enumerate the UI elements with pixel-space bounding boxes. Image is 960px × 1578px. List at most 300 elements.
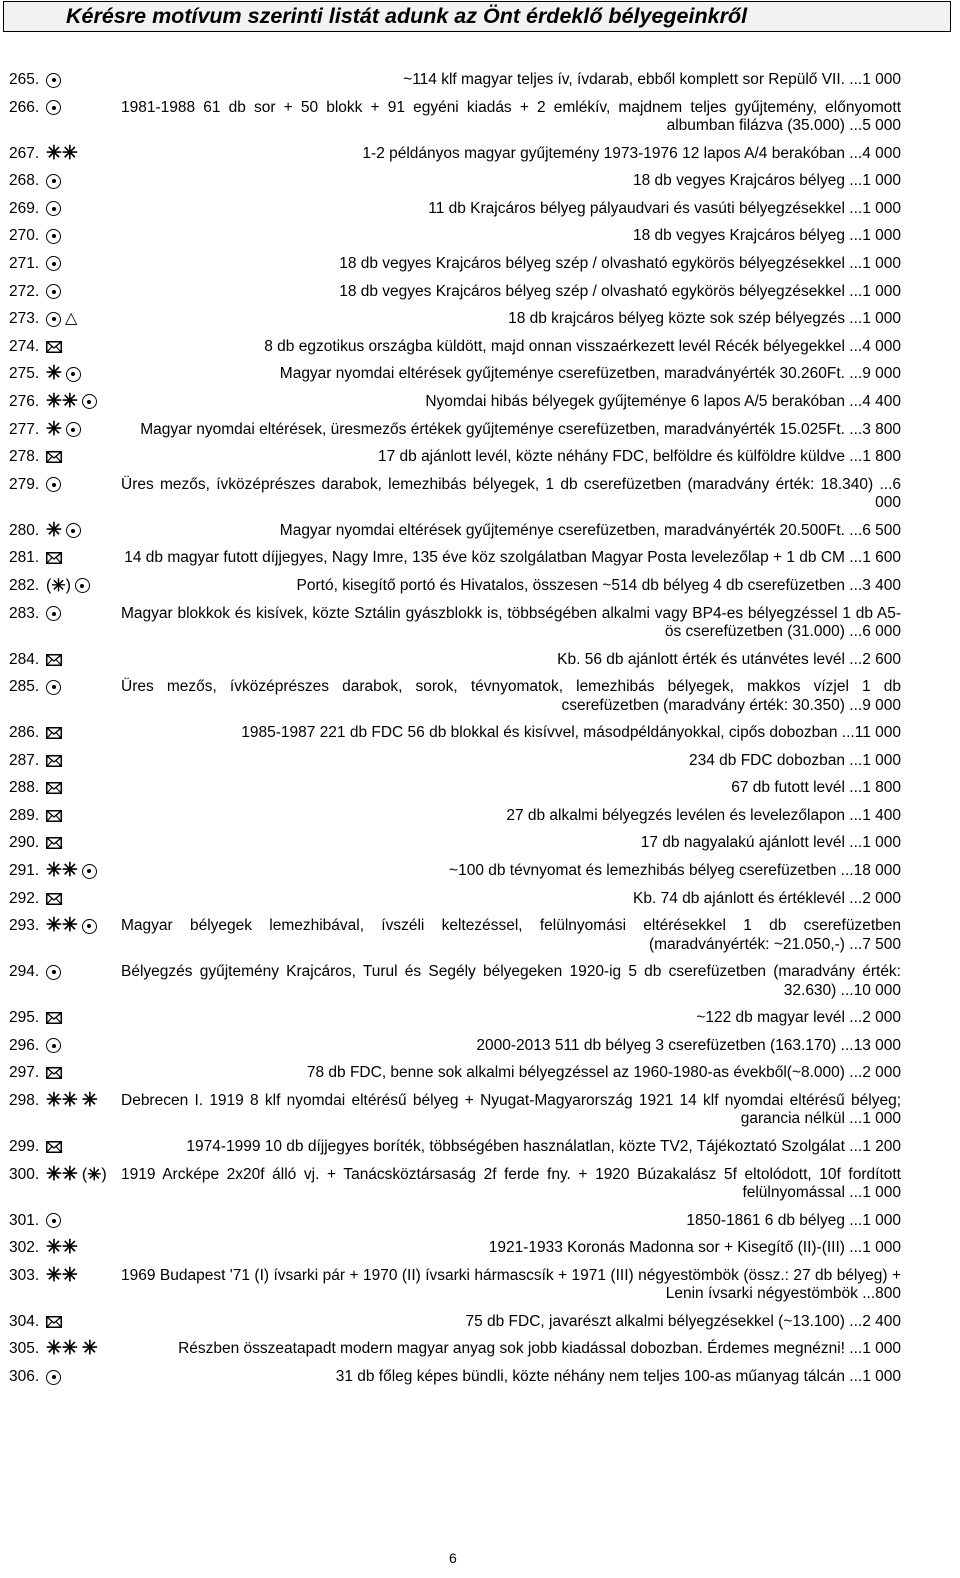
item-description: [121, 1138, 901, 1156]
item-icons: [46, 1338, 98, 1360]
item-text: Üres mezős, ívközéprészes darabok, lemezhibás bélyegek, 1 db cserefüzetben (maradvány érték: 18.340): [121, 475, 874, 493]
list-item: [0, 1264, 960, 1313]
postmark-icon: [75, 578, 90, 593]
item-icons: [46, 1264, 78, 1286]
postmark-icon: [46, 965, 61, 980]
list-item: [0, 807, 960, 835]
mint-icon: ✳✳: [46, 1090, 78, 1112]
item-number: 289.: [9, 806, 40, 824]
item-price: 800: [875, 1285, 901, 1303]
item-description: [121, 1340, 901, 1358]
leader-dots: ...: [849, 696, 863, 714]
item-icons: [46, 449, 62, 465]
item-description: [121, 834, 901, 852]
item-price: 1 000: [862, 227, 901, 245]
item-price: 1 800: [862, 448, 901, 466]
item-icons: [46, 725, 62, 741]
leader-dots: ...: [849, 71, 863, 88]
item-number: 295.: [9, 1009, 40, 1027]
item-number: 296.: [9, 1036, 40, 1054]
postmark-icon: [82, 394, 97, 409]
no-gum-icon: ( ✳ ): [46, 575, 71, 595]
item-icons: [46, 284, 61, 300]
item-text: Magyar nyomdai eltérések, üresmezős értékek gyűjteménye cserefüzetben, maradványérték 15.025Ft.: [140, 420, 845, 438]
leader-dots: ...: [849, 282, 863, 300]
item-text: 18 db krajcáros bélyeg közte sok szép bélyegzés: [508, 310, 845, 328]
item-icons: [46, 1065, 62, 1081]
item-text: 1850-1861 6 db bélyeg: [686, 1211, 845, 1229]
item-icons: [46, 1090, 98, 1112]
list-item: [0, 890, 960, 918]
list-item: [0, 1009, 960, 1037]
item-number: 305.: [9, 1340, 40, 1358]
leader-dots: ...: [849, 549, 863, 567]
item-description: [121, 448, 901, 466]
list-item: [0, 917, 960, 963]
item-text: 234 db FDC dobozban: [689, 751, 845, 769]
item-text: 1969 Budapest '71 (I) ívsarki pár + 1970 (II) ívsarki hármascsík + 1971 (III) négyestömbök (össz.: 27 db bélyeg) + Lenin ívsarki négyestömbök: [121, 1266, 901, 1303]
item-icons: [46, 915, 97, 937]
postmark-icon: [82, 864, 97, 879]
item-number: 275.: [9, 365, 40, 383]
item-icons: [46, 891, 62, 907]
item-price: 6 500: [862, 521, 901, 539]
item-icons: [46, 100, 61, 116]
postmark-icon: [46, 100, 61, 115]
leader-dots: ...: [849, 935, 863, 953]
item-price: 1 000: [862, 751, 901, 769]
item-price: 2 000: [862, 1009, 901, 1027]
list-item: [0, 862, 960, 890]
hinged-icon: ✳: [81, 1338, 98, 1360]
list-item: [0, 1064, 960, 1092]
item-text: Debrecen I. 1919 8 klf nyomdai eltérésű bélyeg + Nyugat-Magyarország 1921 14 klf nyomdai eltérésű bélyeg; garancia nélkül: [121, 1092, 901, 1128]
leader-dots: ...: [849, 1009, 863, 1027]
list-item: [0, 365, 960, 393]
leader-dots: ...: [849, 650, 863, 668]
item-icons: [46, 390, 97, 412]
item-price: 4 000: [862, 144, 901, 162]
item-icons: [46, 808, 62, 824]
item-price: 4 400: [862, 392, 901, 410]
postmark-icon: [46, 477, 61, 492]
item-description: [121, 421, 901, 439]
item-description: [121, 1009, 901, 1027]
item-price: 1 400: [862, 806, 901, 824]
item-number: 266.: [9, 98, 40, 116]
item-number: 265.: [9, 71, 40, 88]
item-price: 1 200: [862, 1138, 901, 1156]
item-price: 9 000: [862, 696, 901, 714]
list-item: [0, 448, 960, 476]
item-price: 3 800: [862, 420, 901, 438]
leader-dots: ...: [849, 1184, 863, 1202]
leader-dots: ...: [849, 806, 863, 824]
item-icons: [46, 964, 61, 980]
item-number: 274.: [9, 337, 40, 355]
list-item: [0, 172, 960, 200]
item-icons: [46, 652, 62, 668]
item-text: 17 db nagyalakú ajánlott levél: [640, 834, 845, 852]
page-number: 6: [449, 1550, 457, 1566]
item-icons: [46, 1314, 62, 1330]
item-number: 287.: [9, 751, 40, 769]
item-text: Üres mezős, ívközéprészes darabok, sorok, tévnyomatok, lemezhibás bélyegek, makkos vízjel 1 db cserefüzetben (maradvány érték: 30.350): [121, 678, 901, 714]
item-description: [121, 310, 901, 328]
item-icons: [46, 1163, 107, 1185]
item-description: [121, 724, 901, 742]
postmark-icon: [46, 1370, 61, 1385]
leader-dots: ...: [841, 724, 855, 742]
item-icons: [46, 835, 62, 851]
item-text: ~114 klf magyar teljes ív, ívdarab, ebből komplett sor Repülő VII.: [403, 71, 845, 88]
list-item: [0, 99, 960, 145]
item-price: 2 600: [862, 650, 901, 668]
item-text: Magyar nyomdai eltérések gyűjteménye cserefüzetben, maradványérték 20.500Ft.: [279, 521, 845, 539]
hinged-icon: ✳: [46, 363, 62, 385]
item-text: Kb. 74 db ajánlott és értéklevél: [633, 889, 845, 907]
mint-icon: ✳✳: [46, 142, 78, 164]
item-number: 291.: [9, 862, 40, 880]
envelope-icon: [46, 893, 62, 905]
item-text: 18 db vegyes Krajcáros bélyeg: [633, 227, 845, 245]
no-gum-icon: ( ✳ ): [81, 1164, 107, 1184]
item-description: [121, 577, 901, 595]
item-number: 272.: [9, 282, 40, 300]
leader-dots: ...: [840, 981, 854, 999]
leader-dots: ...: [840, 862, 854, 880]
leader-dots: ...: [849, 779, 863, 797]
envelope-icon: [46, 1067, 62, 1079]
item-icons: [46, 363, 81, 385]
mint-icon: ✳✳: [46, 1264, 78, 1286]
postmark-icon: [66, 523, 81, 538]
item-number: 302.: [9, 1239, 40, 1257]
item-text: 11 db Krajcáros bélyeg pályaudvari és vasúti bélyegzésekkel: [428, 199, 845, 217]
item-price: 1 000: [862, 1340, 901, 1358]
leader-dots: ...: [849, 227, 863, 245]
item-number: 304.: [9, 1312, 40, 1330]
leader-dots: ...: [849, 392, 863, 410]
item-icons: [46, 228, 61, 244]
item-description: [121, 651, 901, 669]
list-item: [0, 476, 960, 522]
item-icons: [46, 201, 61, 217]
item-description: [121, 807, 901, 825]
envelope-icon: [46, 1316, 62, 1328]
item-icons: [46, 1369, 61, 1385]
item-text: 67 db futott levél: [731, 779, 845, 797]
envelope-icon: [46, 1141, 62, 1153]
leader-dots: ...: [849, 1064, 863, 1082]
envelope-icon: [46, 810, 62, 822]
envelope-icon: [46, 654, 62, 666]
item-number: 288.: [9, 779, 40, 797]
item-text: Részben összeatapadt modern magyar anyag sok jobb kiadással dobozban. Érdemes megnézni!: [178, 1340, 845, 1358]
item-text: 2000-2013 511 db bélyeg 3 cserefüzetben (163.170): [476, 1036, 837, 1054]
item-number: 285.: [9, 678, 40, 696]
item-number: 268.: [9, 172, 40, 190]
catalog-list: [0, 71, 960, 1396]
leader-dots: ...: [849, 144, 863, 162]
item-number: 306.: [9, 1368, 40, 1385]
item-price: 1 000: [862, 1368, 901, 1385]
envelope-icon: [46, 782, 62, 794]
item-price: 6 000: [875, 475, 901, 512]
list-item: [0, 1138, 960, 1166]
item-icons: [46, 753, 62, 769]
list-item: [0, 834, 960, 862]
leader-dots: ...: [849, 1110, 863, 1128]
item-description: [121, 1092, 901, 1129]
item-price: 1 000: [862, 71, 901, 88]
item-price: 9 000: [862, 365, 901, 383]
item-description: [121, 227, 901, 245]
item-number: 280.: [9, 521, 40, 539]
item-icons: [46, 860, 97, 882]
item-price: 1 800: [862, 779, 901, 797]
item-price: 1 000: [862, 282, 901, 300]
item-description: [121, 917, 901, 954]
item-description: [121, 678, 901, 715]
leader-dots: ...: [849, 337, 863, 355]
postmark-icon: [46, 229, 61, 244]
list-item: [0, 549, 960, 577]
postmark-icon: [66, 422, 81, 437]
item-text: ~122 db magyar levél: [696, 1009, 845, 1027]
item-description: [121, 71, 901, 89]
item-number: 279.: [9, 475, 40, 493]
leader-dots: ...: [849, 1368, 863, 1385]
leader-dots: ...: [849, 365, 863, 383]
item-text: Magyar nyomdai eltérések gyűjteménye cserefüzetben, maradványérték 30.260Ft.: [279, 365, 845, 383]
item-price: 1 000: [862, 310, 901, 328]
item-text: 8 db egzotikus országba küldött, majd onnan visszaérkezett levél Récék bélyegekkel: [264, 337, 845, 355]
triangle-icon: △: [65, 310, 78, 328]
item-description: [121, 476, 901, 513]
leader-dots: ...: [879, 475, 893, 493]
item-number: 273.: [9, 310, 40, 328]
item-number: 269.: [9, 199, 40, 217]
mint-icon: ✳✳: [46, 860, 78, 882]
item-text: Kb. 56 db ajánlott érték és utánvétes levél: [557, 650, 845, 668]
leader-dots: ...: [849, 199, 863, 217]
hinged-icon: ✳: [46, 519, 62, 541]
hinged-icon: ✳: [81, 1090, 98, 1112]
item-text: Nyomdai hibás bélyegek gyűjteménye 6 lapos A/5 berakóban: [425, 392, 845, 410]
list-item: [0, 142, 960, 173]
item-price: 2 000: [862, 1064, 901, 1082]
postmark-icon: [46, 256, 61, 271]
item-text: Portó, kisegítő portó és Hivatalos, összesen ~514 db bélyeg 4 db cserefüzetben: [296, 576, 845, 594]
item-icons: [46, 1213, 61, 1229]
item-description: [121, 890, 901, 908]
item-price: 6 000: [862, 622, 901, 640]
item-icons: [46, 72, 61, 88]
envelope-icon: [46, 552, 62, 564]
item-icons: [46, 575, 90, 595]
leader-dots: ...: [849, 1239, 863, 1257]
item-price: 2 000: [862, 889, 901, 907]
item-number: 299.: [9, 1138, 40, 1156]
leader-dots: ...: [849, 1312, 863, 1330]
item-number: 297.: [9, 1064, 40, 1082]
item-description: [121, 1368, 901, 1386]
item-icons: [46, 256, 61, 272]
item-price: 11 000: [854, 724, 901, 742]
item-number: 284.: [9, 650, 40, 668]
mint-icon: ✳✳: [46, 1338, 78, 1360]
item-description: [121, 283, 901, 301]
item-text: Magyar blokkok és kisívek, közte Sztálin gyászblokk is, többségében alkalmi vagy BP4-es bélyegzéssel 1 db A5-ös cserefüzetben (31.000): [121, 604, 901, 640]
list-item: [0, 963, 960, 1009]
postmark-icon: [46, 680, 61, 695]
item-description: [121, 99, 901, 136]
item-price: 18 000: [853, 862, 901, 880]
item-number: 277.: [9, 420, 40, 438]
postmark-icon: [66, 367, 81, 382]
item-description: [121, 605, 901, 642]
list-item: [0, 283, 960, 311]
item-text: 31 db főleg képes bündli, közte néhány nem teljes 100-as műanyag tálcán: [335, 1368, 845, 1385]
mint-icon: ✳✳: [46, 915, 78, 937]
item-number: 283.: [9, 604, 40, 622]
item-price: 1 600: [862, 549, 901, 567]
item-icons: [46, 311, 77, 327]
list-item: [0, 255, 960, 283]
item-number: 298.: [9, 1092, 40, 1110]
mint-icon: ✳✳: [46, 390, 78, 412]
item-icons: [46, 550, 62, 566]
list-item: [0, 1239, 960, 1267]
hinged-icon: ✳: [46, 418, 62, 440]
mint-icon: ✳✳: [46, 1237, 78, 1259]
page-header: [3, 1, 951, 32]
postmark-icon: [46, 606, 61, 621]
list-item: [0, 1037, 960, 1065]
envelope-icon: [46, 755, 62, 767]
leader-dots: ...: [849, 1340, 863, 1358]
mint-icon: ✳✳: [46, 1163, 78, 1185]
item-number: 294.: [9, 963, 40, 981]
leader-dots: ...: [849, 889, 863, 907]
postmark-icon: [46, 312, 61, 327]
item-number: 270.: [9, 227, 40, 245]
item-price: 3 400: [862, 576, 901, 594]
envelope-icon: [46, 1012, 62, 1024]
item-icons: [46, 679, 61, 695]
list-item: [0, 1368, 960, 1396]
item-description: [121, 255, 901, 273]
list-item: [0, 651, 960, 679]
envelope-icon: [46, 727, 62, 739]
item-number: 278.: [9, 448, 40, 466]
list-item: [0, 678, 960, 724]
item-price: 7 500: [862, 935, 901, 953]
item-icons: [46, 519, 81, 541]
item-description: [121, 172, 901, 190]
list-item: [0, 605, 960, 651]
envelope-icon: [46, 837, 62, 849]
item-text: 18 db vegyes Krajcáros bélyeg szép / olvasható egykörös bélyegzésekkel: [339, 282, 845, 300]
item-number: 301.: [9, 1211, 40, 1229]
item-price: 1 000: [862, 199, 901, 217]
leader-dots: ...: [849, 834, 863, 852]
item-description: [121, 862, 901, 880]
list-item: [0, 418, 960, 449]
list-item: [0, 752, 960, 780]
item-number: 300.: [9, 1165, 40, 1183]
list-item: [0, 577, 960, 605]
item-description: [121, 338, 901, 356]
item-text: 78 db FDC, benne sok alkalmi bélyegzéssel az 1960-1980-as évekből(~8.000): [306, 1064, 845, 1082]
item-price: 13 000: [853, 1036, 901, 1054]
item-text: 1921-1933 Koronás Madonna sor + Kisegítő (II)-(III): [488, 1239, 845, 1257]
list-item: [0, 519, 960, 550]
item-price: 4 000: [862, 337, 901, 355]
list-item: [0, 779, 960, 807]
item-description: [121, 200, 901, 218]
item-description: [121, 1239, 901, 1257]
item-text: 1-2 példányos magyar gyűjtemény 1973-1976 12 lapos A/4 berakóban: [362, 144, 845, 162]
item-description: [121, 1037, 901, 1055]
item-text: 1919 Arcképe 2x20f álló vj. + Tanácsköztársaság 2f ferde fny. + 1920 Búzakalász 5f eltolódott, 10f fordított felülnyomással: [121, 1165, 901, 1202]
item-icons: [46, 1010, 62, 1026]
list-item: [0, 1212, 960, 1240]
postmark-icon: [46, 1038, 61, 1053]
item-icons: [46, 339, 62, 355]
item-text: ~100 db tévnyomat és lemezhibás bélyeg cserefüzetben: [449, 862, 837, 880]
list-item: [0, 1340, 960, 1368]
item-text: Bélyegzés gyűjtemény Krajcáros, Turul és Segély bélyegeken 1920-ig 5 db cserefüzetben (maradvány érték: 32.630): [121, 963, 901, 999]
list-item: [0, 390, 960, 421]
item-text: 1985-1987 221 db FDC 56 db blokkal és kisívvel, másodpéldányokkal, cipős dobozban: [241, 724, 838, 742]
postmark-icon: [46, 73, 61, 88]
item-text: 14 db magyar futott díjjegyes, Nagy Imre, 135 éve köz szolgálatban Magyar Posta levelezőlap + 1 db CM: [124, 549, 845, 567]
item-price: 10 000: [853, 981, 901, 999]
item-price: 2 400: [862, 1312, 901, 1330]
item-price: 1 000: [862, 1211, 901, 1229]
item-number: 292.: [9, 889, 40, 907]
item-icons: [46, 1139, 62, 1155]
leader-dots: ...: [849, 622, 863, 640]
item-text: 18 db vegyes Krajcáros bélyeg szép / olvasható egykörös bélyegzésekkel: [339, 254, 845, 272]
list-item: [0, 200, 960, 228]
item-description: [121, 963, 901, 1000]
item-number: 271.: [9, 254, 40, 272]
item-description: [121, 145, 901, 163]
list-item: [0, 71, 960, 99]
list-item: [0, 1092, 960, 1138]
postmark-icon: [46, 1213, 61, 1228]
list-item: [0, 338, 960, 366]
item-icons: [46, 1038, 61, 1054]
item-text: 17 db ajánlott levél, közte néhány FDC, belföldre és külföldre küldve: [377, 448, 845, 466]
item-price: 1 000: [862, 172, 901, 190]
item-description: [121, 1212, 901, 1230]
leader-dots: ...: [849, 420, 863, 438]
item-price: 1 000: [862, 1184, 901, 1202]
leader-dots: ...: [849, 448, 863, 466]
item-icons: [46, 1237, 78, 1259]
item-price: 1 000: [862, 1239, 901, 1257]
leader-dots: ...: [862, 1285, 876, 1303]
item-text: 75 db FDC, javarészt alkalmi bélyegzésekkel (~13.100): [465, 1312, 845, 1330]
list-item: [0, 1163, 960, 1212]
item-description: [121, 549, 901, 567]
item-description: [121, 1267, 901, 1304]
envelope-icon: [46, 451, 62, 463]
